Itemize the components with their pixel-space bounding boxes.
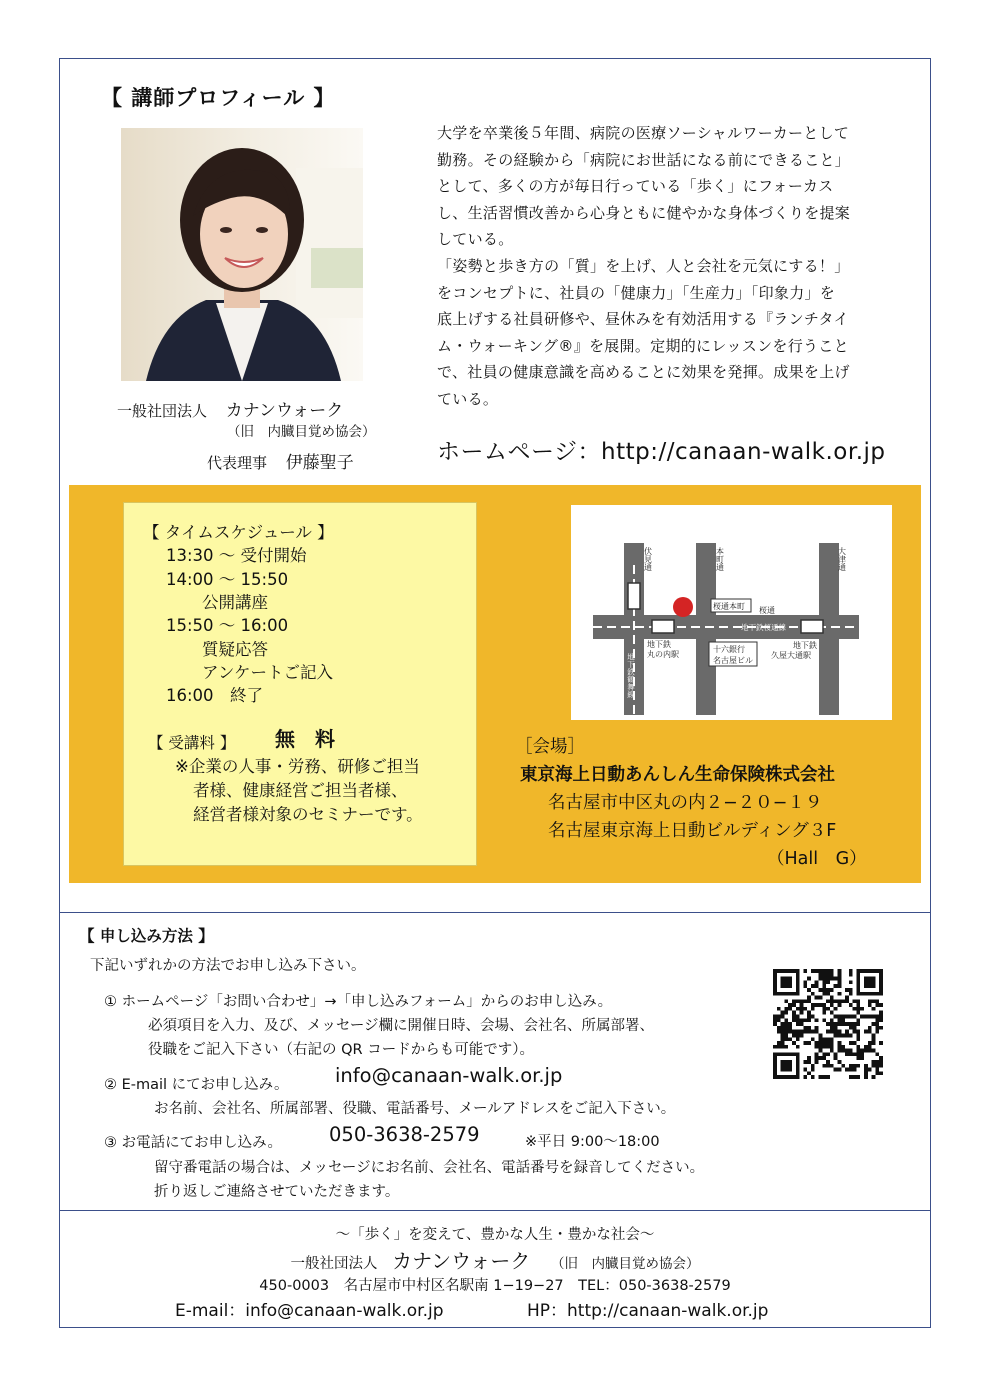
bio-line: している。 [437, 230, 514, 249]
footer-hp[interactable]: HP：http://canaan-walk.or.jp [527, 1301, 769, 1321]
method3-label: ③ お電話にてお申し込み。 [104, 1135, 282, 1151]
profile-person-name: 伊藤聖子 [285, 453, 354, 473]
method1-line1: ① ホームページ「お問い合わせ」→「申し込みフォーム」からのお申し込み。 [104, 994, 613, 1010]
bio-line: をコンセプトに、社員の「健康力」「生産力」「印象力」を [437, 283, 836, 302]
map-label-hisaya-1: 地下鉄 [793, 641, 817, 650]
schedule-row: 質疑応答 [202, 640, 268, 659]
map-label-bank-1: 十六銀行 [713, 645, 745, 654]
access-map [571, 505, 892, 720]
homepage-link[interactable]: ホームページ：http://canaan-walk.or.jp [437, 439, 886, 465]
profile-org-former: （旧 内臓目覚め協会） [227, 424, 376, 440]
bio-line: 勤務。その経験から「病院にお世話になる前にできること」 [437, 150, 851, 169]
profile-org-name: カナンウォーク [225, 401, 344, 421]
map-label-subway-sakura: 地下鉄桜通線 [741, 623, 786, 632]
map-label-marunouchi-1: 地下鉄 [647, 640, 671, 649]
method2-email[interactable]: info@canaan-walk.or.jp [335, 1064, 563, 1087]
footer-org-line [59, 1245, 931, 1274]
schedule-title: 【 タイムスケジュール 】 [143, 523, 334, 542]
venue-label: ［会場］ [515, 737, 585, 757]
method3-phone[interactable]: 050-3638-2579 [329, 1123, 480, 1146]
schedule-row: 公開講座 [202, 593, 268, 612]
method2-label: ② E-mail にてお申し込み。 [104, 1077, 289, 1093]
map-label-fushimi: 伏見通 [643, 547, 653, 571]
fee-note: 者様、健康経営ご担当者様、 [193, 781, 408, 800]
venue-hall: （Hall G） [767, 849, 867, 869]
footer-slogan: ～「歩く」を変えて、豊かな人生・豊かな社会～ [335, 1227, 655, 1243]
map-label-bank-2: 名古屋ビル [713, 656, 753, 665]
fushimi-station-box [628, 583, 640, 609]
schedule-row: 16:00 終了 [166, 686, 264, 705]
method3-line3: 折り返しご連絡させていただきます。 [154, 1184, 400, 1200]
schedule-row: アンケートご記入 [202, 663, 334, 682]
schedule-row: 14:00 ～ 15:50 [166, 570, 289, 589]
bio-line: で、社員の健康意識を高めることに効果を発揮。成果を上げ [437, 363, 850, 382]
map-label-hisaya-2: 久屋大通駅 [771, 651, 811, 660]
footer-email[interactable]: E-mail：info@canaan-walk.or.jp [175, 1301, 444, 1321]
method2-line2: お名前、会社名、所属部署、役職、電話番号、メールアドレスをご記入下さい。 [154, 1101, 676, 1117]
qr-code[interactable] [773, 969, 883, 1079]
bio-line: ム・ウォーキング®』を展開。定期的にレッスンを行うこと [437, 336, 849, 355]
bio-line: として、多くの方が毎日行っている「歩く」にフォーカス [437, 177, 834, 196]
hisaya-station-box [801, 620, 823, 633]
portrait-image [121, 128, 363, 381]
map-label-tsurumai: 地下鉄鶴舞線 [626, 653, 636, 698]
method1-line2: 必須項目を入力、及び、メッセージ欄に開催日時、会場、会社名、所属部署、 [148, 1018, 655, 1034]
method1-line3: 役職をご記入下さい（右記の QR コードからも可能です）。 [148, 1042, 534, 1058]
venue-marker [673, 597, 693, 617]
fee-note: 経営者様対象のセミナーです。 [193, 805, 423, 824]
profile-role-label: 代表理事 [207, 454, 268, 472]
venue-address: 名古屋市中区丸の内２−２０−１９ [548, 793, 823, 813]
footer-divider [59, 1210, 931, 1211]
footer-org-name: カナンウォーク [392, 1249, 531, 1273]
map-label-sakura: 桜通 [759, 606, 775, 615]
bio-line: 大学を卒業後５年間、病院の医療ソーシャルワーカーとして [437, 124, 850, 142]
footer-org-former: （旧 内臓目覚め協会） [550, 1256, 700, 1272]
apply-intro: 下記いずれかの方法でお申し込み下さい。 [90, 958, 366, 974]
qr-code-graphic [773, 969, 883, 1079]
schedule-row: 13:30 ～ 受付開始 [166, 546, 307, 565]
fee-value: 無 料 [275, 727, 335, 751]
method3-hours: ※平日 9:00〜18:00 [525, 1134, 660, 1150]
map-label-honmachi: 本町通 [715, 547, 725, 571]
bio-line: 「姿勢と歩き方の「質」を上げ、人と会社を元気にする！」 [437, 256, 850, 275]
footer-org-label: 一般社団法人 [290, 1256, 378, 1272]
profile-title: 【 講師プロフィール 】 [101, 86, 336, 110]
bio-line: ている。 [437, 389, 499, 408]
bio-line: し、生活習慣改善から心身ともに健やかな身体づくりを提案 [437, 203, 851, 222]
venue-company: 東京海上日動あんしん生命保険株式会社 [520, 765, 835, 785]
marunouchi-station-box [652, 620, 674, 633]
profile-photo [121, 128, 363, 381]
fee-label: 【 受講料 】 [148, 734, 236, 752]
apply-title: 【 申し込み方法 】 [79, 927, 214, 945]
method3-line2: 留守番電話の場合は、メッセージにお名前、会社名、電話番号を録音してください。 [154, 1160, 705, 1176]
section-divider [59, 912, 931, 913]
bio-line: 底上げする社員研修や、昼休みを有効活用する『ランチタイ [437, 310, 849, 329]
map-label-sakura-honmachi: 桜通本町 [713, 602, 745, 611]
map-label-otsu: 大津通 [837, 547, 847, 571]
map-graphic [571, 505, 892, 720]
fee-note: ※企業の人事・労務、研修ご担当 [175, 757, 420, 776]
profile-bio [437, 120, 897, 413]
map-label-marunouchi-2: 丸の内駅 [647, 650, 679, 659]
footer-address: 450-0003 名古屋市中村区名駅南 1−19−27 TEL：050-3638-2579 [259, 1278, 731, 1294]
profile-org-label: 一般社団法人 [117, 402, 208, 420]
schedule-row: 15:50 ～ 16:00 [166, 616, 289, 635]
venue-building: 名古屋東京海上日動ビルディング３F [548, 821, 837, 841]
